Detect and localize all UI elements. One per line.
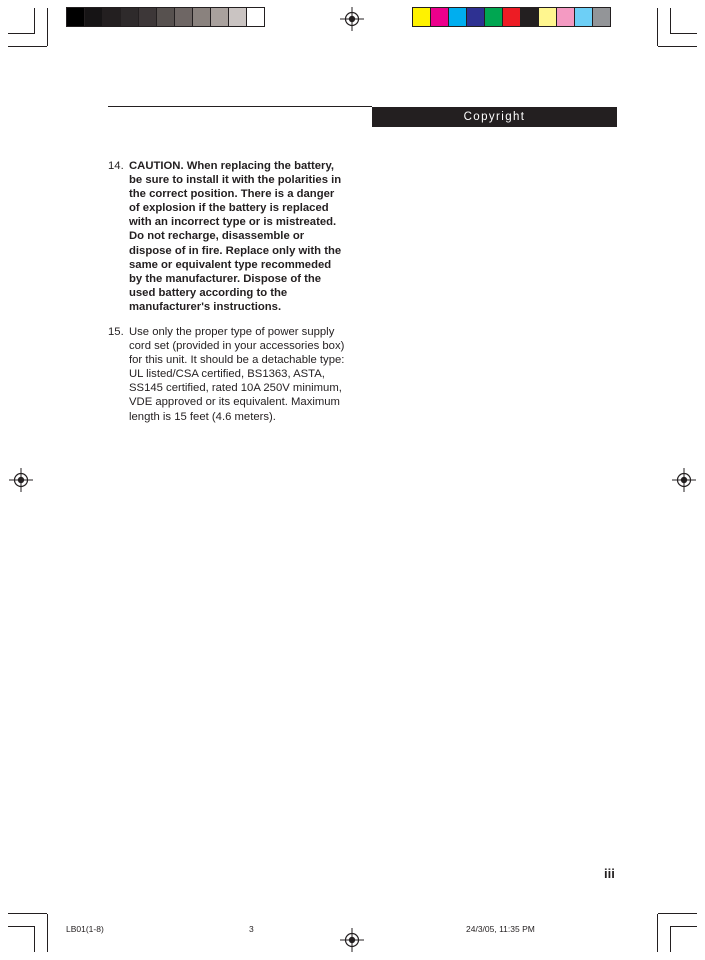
footer-sheet: 3 bbox=[249, 924, 254, 934]
text-line: for this unit. It should be a detachable type: bbox=[129, 354, 345, 367]
text-line: used battery according to the bbox=[129, 286, 288, 299]
item-text bbox=[129, 159, 361, 314]
color-swatch bbox=[229, 8, 247, 26]
text-line: CAUTION. When replacing the battery, bbox=[129, 160, 335, 172]
text-line: SS145 certified, rated 10A 250V minimum, bbox=[129, 382, 342, 395]
crop-mark-tl-h bbox=[8, 33, 34, 34]
text-line: manufacturer's instructions. bbox=[129, 300, 282, 313]
registration-target-icon bbox=[9, 468, 33, 492]
text-line: length is 15 feet (4.6 meters). bbox=[129, 410, 276, 423]
crop-mark-br-v bbox=[670, 926, 671, 952]
color-swatch bbox=[521, 8, 539, 26]
text-line: the correct position. There is a danger bbox=[129, 188, 335, 201]
color-swatch bbox=[193, 8, 211, 26]
text-line: Do not recharge, disassemble or bbox=[129, 230, 305, 243]
registration-target-icon bbox=[340, 7, 364, 31]
text-line: same or equivalent type recommeded bbox=[129, 258, 332, 271]
section-header bbox=[372, 107, 617, 127]
text-line: cord set (provided in your accessories box) bbox=[129, 340, 345, 353]
color-swatch bbox=[121, 8, 139, 26]
color-swatch bbox=[67, 8, 85, 26]
crop-mark-br-v2 bbox=[657, 914, 658, 952]
color-swatch bbox=[467, 8, 485, 26]
color-swatch bbox=[539, 8, 557, 26]
color-swatch bbox=[175, 8, 193, 26]
page-number: iii bbox=[604, 866, 615, 881]
crop-mark-tl-v bbox=[34, 8, 35, 34]
color-swatch bbox=[413, 8, 431, 26]
crop-mark-bl-h2 bbox=[8, 913, 47, 914]
color-swatch bbox=[575, 8, 593, 26]
crop-mark-tr-v bbox=[670, 8, 671, 34]
crop-mark-bl-v2 bbox=[47, 914, 48, 952]
text-line: VDE approved or its equivalent. Maximum bbox=[129, 396, 340, 409]
header-rule bbox=[108, 106, 372, 107]
color-swatch bbox=[85, 8, 103, 26]
color-swatch bbox=[431, 8, 449, 26]
crop-mark-br-h2 bbox=[658, 913, 697, 914]
crop-mark-bl-h bbox=[8, 926, 34, 927]
crop-mark-br-h bbox=[671, 926, 697, 927]
item-number: 14. bbox=[108, 160, 124, 172]
color-swatch bbox=[449, 8, 467, 26]
crop-mark-tl-h2 bbox=[8, 46, 47, 47]
text-line: be sure to install it with the polarities in bbox=[129, 174, 342, 187]
item-text bbox=[129, 325, 361, 424]
color-swatch bbox=[103, 8, 121, 26]
text-line: by the manufacturer. Dispose of the bbox=[129, 272, 322, 285]
color-swatch bbox=[157, 8, 175, 26]
grayscale-swatch-bar bbox=[66, 7, 265, 27]
crop-mark-tl-v2 bbox=[47, 8, 48, 46]
color-swatch bbox=[139, 8, 157, 26]
text-line: UL listed/CSA certified, BS1363, ASTA, bbox=[129, 368, 325, 381]
crop-mark-tr-v2 bbox=[657, 8, 658, 46]
text-line: dispose of in fire. Replace only with the bbox=[129, 244, 342, 257]
text-line: Use only the proper type of power supply bbox=[129, 326, 335, 338]
footer-file: LB01(1-8) bbox=[66, 924, 104, 934]
item-number: 15. bbox=[108, 326, 124, 338]
section-title: Copyright bbox=[463, 111, 526, 123]
crop-mark-tr-h bbox=[671, 33, 697, 34]
color-swatch bbox=[211, 8, 229, 26]
registration-target-icon bbox=[340, 928, 364, 952]
color-swatch bbox=[247, 8, 264, 26]
text-line: with an incorrect type or is mistreated. bbox=[129, 216, 337, 229]
footer-timestamp: 24/3/05, 11:35 PM bbox=[466, 924, 535, 934]
color-swatch bbox=[557, 8, 575, 26]
color-swatch-bar bbox=[412, 7, 611, 27]
crop-mark-tr-h2 bbox=[658, 46, 697, 47]
color-swatch bbox=[485, 8, 503, 26]
registration-target-icon bbox=[672, 468, 696, 492]
color-swatch bbox=[503, 8, 521, 26]
text-line: of explosion if the battery is replaced bbox=[129, 202, 329, 215]
color-swatch bbox=[593, 8, 610, 26]
crop-mark-bl-v bbox=[34, 926, 35, 952]
